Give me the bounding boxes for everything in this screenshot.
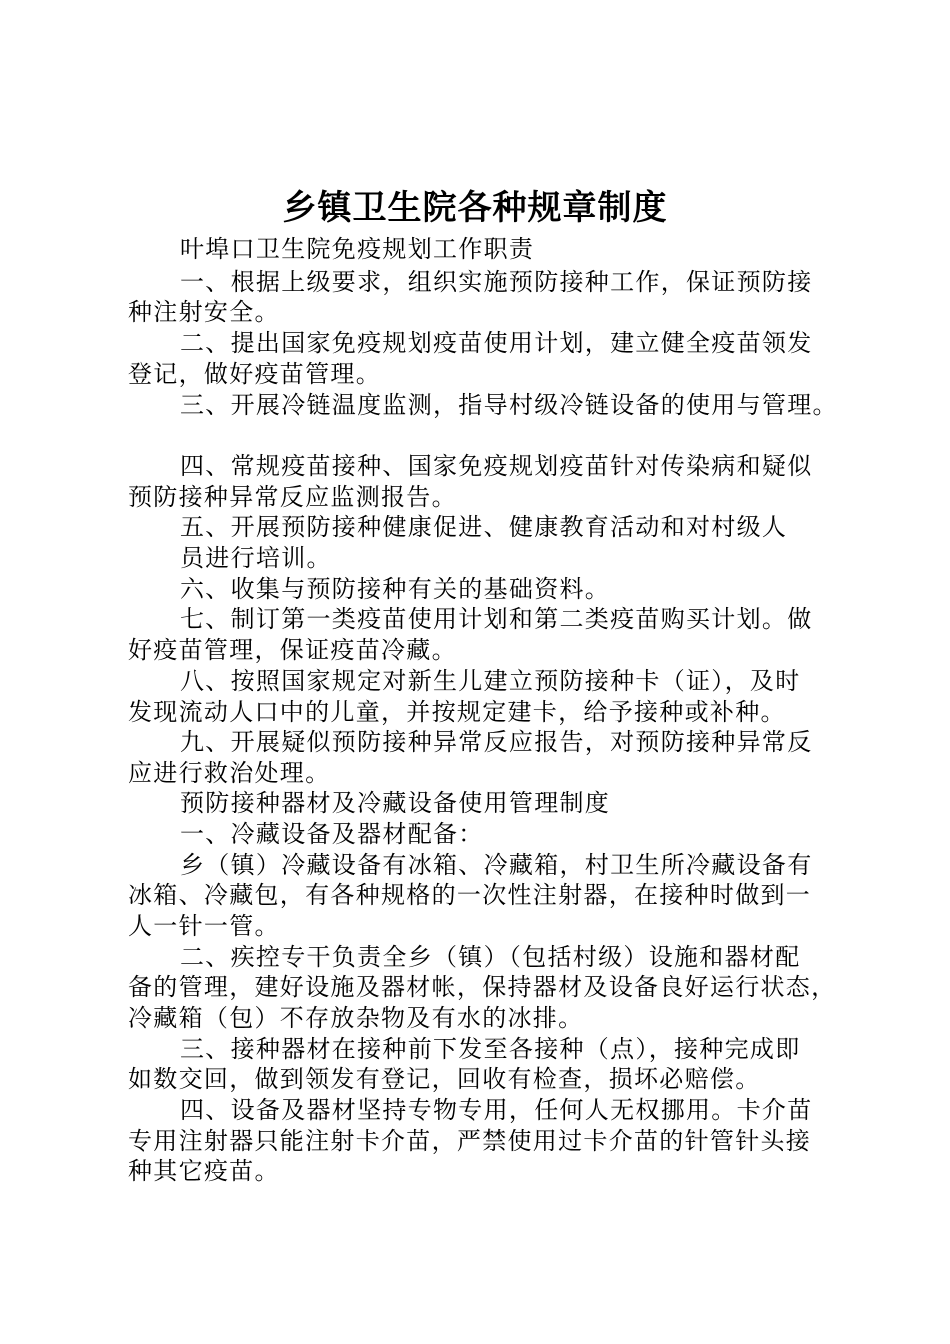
paragraph-line: 备的管理，建好设施及器材帐，保持器材及设备良好运行状态， — [128, 973, 837, 1001]
section-heading: 叶埠口卫生院免疫规划工作职责 — [180, 235, 535, 263]
paragraph-line: 冷藏箱（包）不存放杂物及有水的冰排。 — [128, 1004, 584, 1032]
paragraph-line: 七、制订第一类疫苗使用计划和第二类疫苗购买计划。做 — [180, 605, 813, 633]
paragraph-line: 应进行救治处理。 — [128, 759, 331, 787]
paragraph-line: 九、开展疑似预防接种异常反应报告，对预防接种异常反 — [180, 728, 813, 756]
paragraph-line: 一、冷藏设备及器材配备： — [180, 820, 484, 848]
paragraph-line: 员进行培训。 — [180, 544, 332, 572]
paragraph-line: 四、常规疫苗接种、国家免疫规划疫苗针对传染病和疑似 — [180, 452, 813, 480]
paragraph-line: 人一针一管。 — [128, 912, 280, 940]
paragraph-line: 八、按照国家规定对新生儿建立预防接种卡（证），及时 — [180, 667, 801, 695]
paragraph-line: 二、疾控专干负责全乡（镇）（包括村级）设施和器材配 — [180, 943, 801, 971]
paragraph-line: 三、开展冷链温度监测，指导村级冷链设备的使用与管理。 — [180, 391, 838, 419]
paragraph-line: 登记，做好疫苗管理。 — [128, 360, 381, 388]
paragraph-line: 种其它疫苗。 — [128, 1157, 280, 1185]
paragraph-line: 种注射安全。 — [128, 298, 280, 326]
document-title: 乡镇卫生院各种规章制度 — [282, 188, 668, 228]
paragraph-line: 预防接种异常反应监测报告。 — [128, 483, 457, 511]
section-heading: 预防接种器材及冷藏设备使用管理制度 — [180, 789, 611, 817]
paragraph-line: 专用注射器只能注射卡介苗，严禁使用过卡介苗的针管针头接 — [128, 1127, 812, 1155]
paragraph-line: 发现流动人口中的儿童，并按规定建卡，给予接种或补种。 — [128, 698, 786, 726]
paragraph-line: 乡（镇）冷藏设备有冰箱、冷藏箱，村卫生所冷藏设备有 — [180, 851, 813, 879]
paragraph-line: 一、根据上级要求，组织实施预防接种工作，保证预防接 — [180, 268, 813, 296]
paragraph-line: 三、接种器材在接种前下发至各接种（点），接种完成即 — [180, 1035, 801, 1063]
paragraph-line: 二、提出国家免疫规划疫苗使用计划，建立健全疫苗领发 — [180, 329, 813, 357]
paragraph-line: 四、设备及器材坚持专物专用，任何人无权挪用。卡介苗 — [180, 1096, 813, 1124]
paragraph-line: 如数交回，做到领发有登记，回收有检查，损坏必赔偿。 — [128, 1065, 761, 1093]
paragraph-line: 六、收集与预防接种有关的基础资料。 — [180, 575, 611, 603]
paragraph-line: 好疫苗管理，保证疫苗冷藏。 — [128, 636, 457, 664]
paragraph-line: 五、开展预防接种健康促进、健康教育活动和对村级人 — [180, 513, 788, 541]
paragraph-line: 冰箱、冷藏包，有各种规格的一次性注射器，在接种时做到一 — [128, 881, 812, 909]
